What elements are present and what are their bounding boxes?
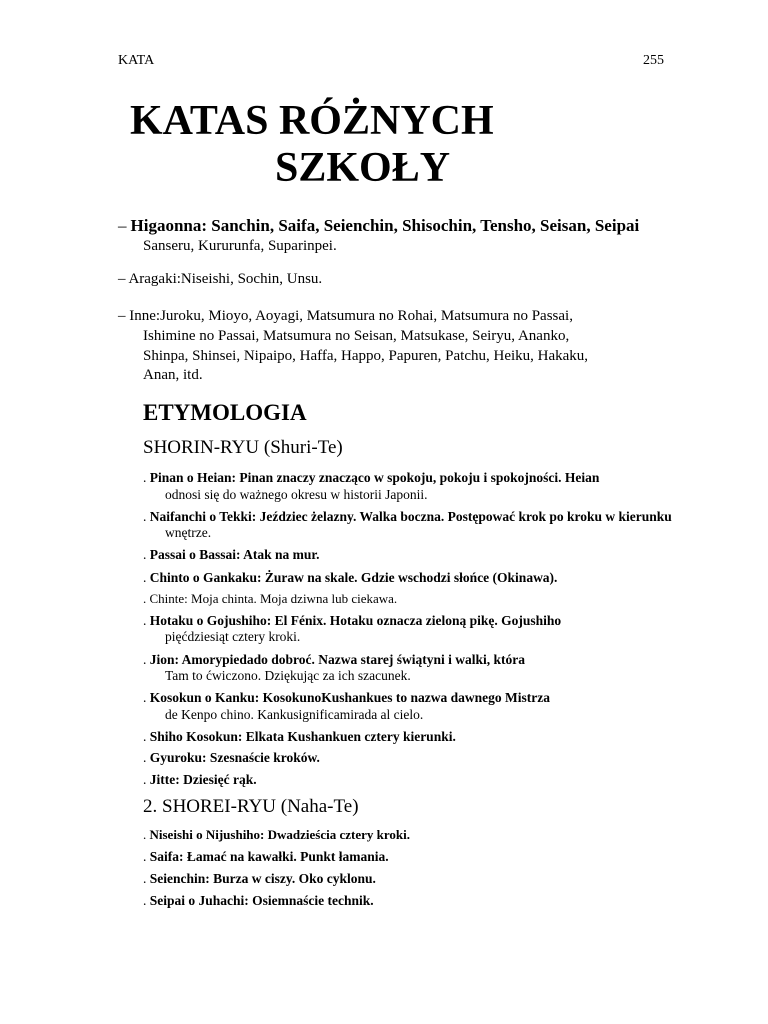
- list-item: [143, 613, 561, 629]
- running-header: KATA: [118, 53, 155, 68]
- item-dot: .: [143, 871, 147, 886]
- inne-text: Inne:Juroku, Mioyo, Aoyagi, Matsumura no Rohai, Matsumura no Passai,: [129, 308, 573, 324]
- list-item: [143, 827, 410, 843]
- item-dot: .: [143, 652, 147, 667]
- page-number: 255: [643, 53, 664, 68]
- item-continuation: de Kenpo chino. Kankusignificamirada al cielo.: [165, 707, 424, 722]
- list-item: [143, 652, 525, 668]
- item-dot: .: [143, 772, 147, 787]
- item-dot: .: [143, 547, 147, 562]
- item-text: Pinan o Heian: Pinan znaczy znacząco w spokoju, pokoju i spokojności. Heian: [149, 470, 600, 485]
- dash: –: [118, 308, 126, 324]
- subsection-heading-shorei: 2. SHOREI-RYU (Naha-Te): [143, 796, 359, 817]
- item-continuation: pięćdziesiąt cztery kroki.: [165, 629, 301, 644]
- item-text: Saifa: Łamać na kawałki. Punkt łamania.: [149, 849, 389, 864]
- list-item-higaonna: [118, 216, 639, 236]
- item-text: Gyuroku: Szesnaście kroków.: [149, 750, 320, 765]
- item-text: Hotaku o Gojushiho: El Fénix. Hotaku oznacza zieloną pikę. Gojushiho: [149, 613, 562, 628]
- item-text: Chinto o Gankaku: Żuraw na skale. Gdzie wschodzi słońce (Okinawa).: [149, 570, 558, 585]
- list-item: [143, 772, 257, 788]
- item-text: Kosokun o Kanku: KosokunoKushankues to nazwa dawnego Mistrza: [149, 690, 550, 705]
- item-continuation: odnosi się do ważnego okresu w historii Japonii.: [165, 487, 428, 502]
- item-text: Shiho Kosokun: Elkata Kushankuen cztery kierunki.: [149, 729, 456, 744]
- item-dot: .: [143, 690, 147, 705]
- list-item: [143, 591, 397, 607]
- item-dot: .: [143, 827, 147, 842]
- item-text: Chinte: Moja chinta. Moja dziwna lub ciekawa.: [149, 591, 398, 606]
- subsection-heading-shorin: SHORIN-RYU (Shuri-Te): [143, 437, 343, 458]
- dash: –: [118, 271, 126, 287]
- item-dot: .: [143, 591, 147, 606]
- inne-line3: Shinpa, Shinsei, Nipaipo, Haffa, Happo, Papuren, Patchu, Heiku, Hakaku,: [143, 348, 589, 364]
- list-item: [143, 849, 389, 865]
- item-dot: .: [143, 893, 147, 908]
- item-continuation: Tam to ćwiczono. Dziękując za ich szacunek.: [165, 668, 411, 683]
- item-dot: .: [143, 729, 147, 744]
- item-dot: .: [143, 470, 147, 485]
- higaonna-text: Higaonna: Sanchin, Saifa, Seienchin, Shisochin, Tensho, Seisan, Seipai: [130, 216, 640, 235]
- inne-line2: Ishimine no Passai, Matsumura no Seisan, Matsukase, Seiryu, Ananko,: [143, 328, 570, 344]
- item-text: Jion: Amorypiedado dobroć. Nazwa starej świątyni i walki, która: [149, 652, 526, 667]
- item-continuation: wnętrze.: [165, 525, 212, 540]
- item-dot: .: [143, 613, 147, 628]
- inne-line4: Anan, itd.: [143, 367, 203, 383]
- list-item: [143, 570, 557, 586]
- item-dot: .: [143, 570, 147, 585]
- page-title-line2: SZKOŁY: [275, 145, 451, 191]
- item-dot: .: [143, 509, 147, 524]
- list-item-inne: [118, 308, 573, 325]
- section-heading-etymology: ETYMOLOGIA: [143, 400, 307, 425]
- item-dot: .: [143, 750, 147, 765]
- list-item: [143, 509, 672, 525]
- list-item: [143, 729, 456, 745]
- aragaki-text: Aragaki:Niseishi, Sochin, Unsu.: [128, 271, 323, 287]
- page-title-line1: KATAS RÓŻNYCH: [130, 98, 494, 144]
- item-text: Seipai o Juhachi: Osiemnaście technik.: [149, 893, 374, 908]
- dash: –: [118, 216, 127, 235]
- list-item-aragaki: [118, 271, 322, 288]
- item-text: Naifanchi o Tekki: Jeździec żelazny. Walka boczna. Postępować krok po kroku w kierunku: [149, 509, 672, 524]
- list-item: [143, 470, 599, 486]
- item-text: Passai o Bassai: Atak na mur.: [149, 547, 320, 562]
- list-item: [143, 893, 374, 909]
- item-text: Jitte: Dziesięć rąk.: [149, 772, 257, 787]
- list-item: [143, 547, 320, 563]
- item-dot: .: [143, 849, 147, 864]
- list-item: [143, 690, 550, 706]
- higaonna-continuation: Sanseru, Kururunfa, Suparinpei.: [143, 238, 337, 254]
- list-item: [143, 750, 320, 766]
- item-text: Niseishi o Nijushiho: Dwadzieścia cztery kroki.: [149, 827, 410, 842]
- list-item: [143, 871, 376, 887]
- item-text: Seienchin: Burza w ciszy. Oko cyklonu.: [149, 871, 376, 886]
